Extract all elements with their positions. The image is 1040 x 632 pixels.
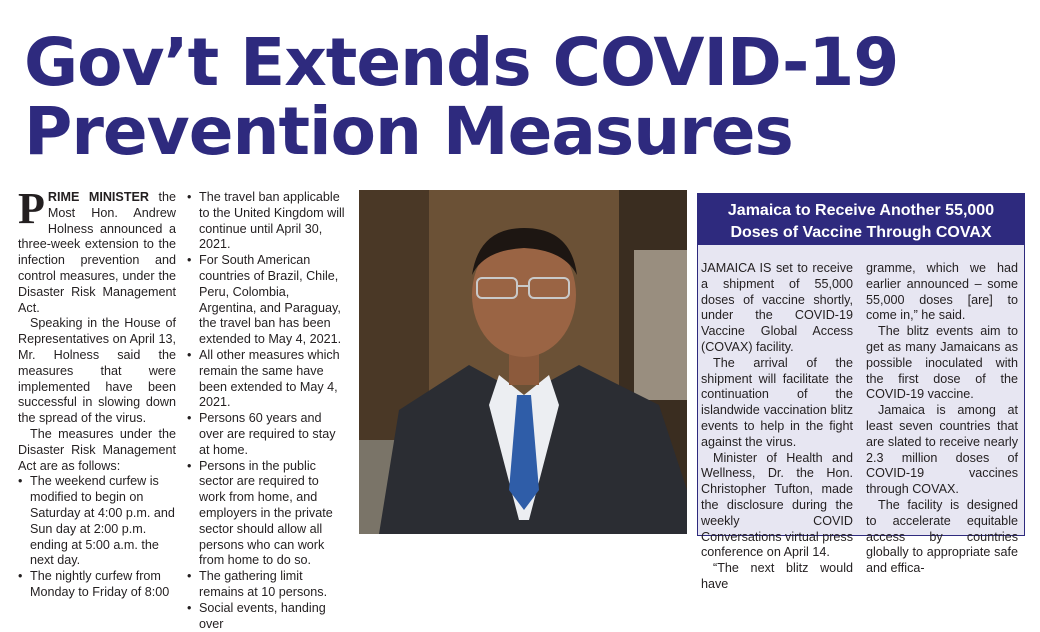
sidebar-title-line-2: Doses of Vaccine Through COVAX [730,224,992,241]
list-item: • For South American countries of Brazil, Chile, Peru, Colombia, Argentina, and Paraguay, the travel ban has been extended to May 4, 2021. [187,253,347,348]
list-item: • Persons in the public sector are required to work from home, and employers in the private sector should allow all persons who can work from home to do so. [187,459,347,570]
sidebar-title-line-1: Jamaica to Receive Another 55,000 [727,202,995,219]
sidebar-paragraph: The facility is designed to accelerate equitable access by countries globally to appropriate safe and effica- [866,497,1018,576]
headline-line-2: Prevention Measures [24,93,793,170]
list-item: • The weekend curfew is modified to begin on Saturday at 4:00 p.m. and Sun day at 2:00 p.m. ending at 5:00 a.m. the next day. [18,474,176,569]
sidebar-paragraph: gramme, which we had earlier announced – some 55,000 doses [are] to come in,” he said. [866,261,1018,323]
article-paragraph: Speaking in the House of Representatives on April 13, Mr. Holness said the measures that were implemented have been successful in slowing down the spread of the virus. [18,316,176,426]
list-item: • The travel ban applicable to the United Kingdom will continue until April 30, 2021. [187,190,347,253]
sidebar-paragraph: JAMAICA IS set to receive a shipment of 55,000 doses of vaccine shortly, under the COVID-19 Vaccine Global Access (COVAX) facility. [701,261,853,354]
sidebar-title [697,193,1025,245]
lead-caps: RIME MINISTER [47,190,150,204]
list-item: • Social events, handing over [187,601,347,632]
list-item: • The nightly curfew from Monday to Friday of 8:00 [18,569,176,601]
sidebar-paragraph: “The next blitz would have [701,561,853,591]
sidebar-paragraph: The arrival of the shipment will facilitate the continuation of the islandwide vaccination blitz events to help in the fight against the virus. [701,355,853,449]
lead-text: the Most Hon. Andrew Holness announced a three-week extension to the infection prevention and control measures, under the Disaster Risk Management Act. [18,190,176,315]
drop-cap: P [18,184,45,233]
sidebar-paragraph: Minister of Health and Wellness, Dr. the Hon. Christopher Tufton, made the disclosure during the weekly COVID Conversations virtual press conference on April 14. [701,450,853,560]
measures-list-continued [187,190,347,632]
article-paragraph: The measures under the Disaster Risk Management Act are as follows: [18,426,176,473]
sidebar-column-1 [701,261,853,593]
sidebar-column-2 [866,261,1018,577]
list-item: • Persons 60 years and over are required to stay at home. [187,411,347,458]
lead-paragraph [18,184,176,316]
list-item: • The gathering limit remains at 10 persons. [187,569,347,601]
article-column-2 [187,190,347,632]
photo-illustration [359,190,687,534]
headline [24,24,899,170]
headline-line-1: Gov’t Extends COVID-19 [24,24,899,101]
sidebar-paragraph: Jamaica is among at least seven countries that are slated to receive nearly 2.3 million doses of COVID-19 vaccines through COVAX. [866,403,1018,497]
list-item: • All other measures which remain the same have been extended to May 4, 2021. [187,348,347,411]
prime-minister-photo [359,190,687,534]
measures-list [18,474,176,600]
sidebar-paragraph: The blitz events aim to get as many Jamaicans as possible inoculated with the first dose of the COVID-19 vaccine. [866,324,1018,402]
article-column-1 [18,184,176,601]
